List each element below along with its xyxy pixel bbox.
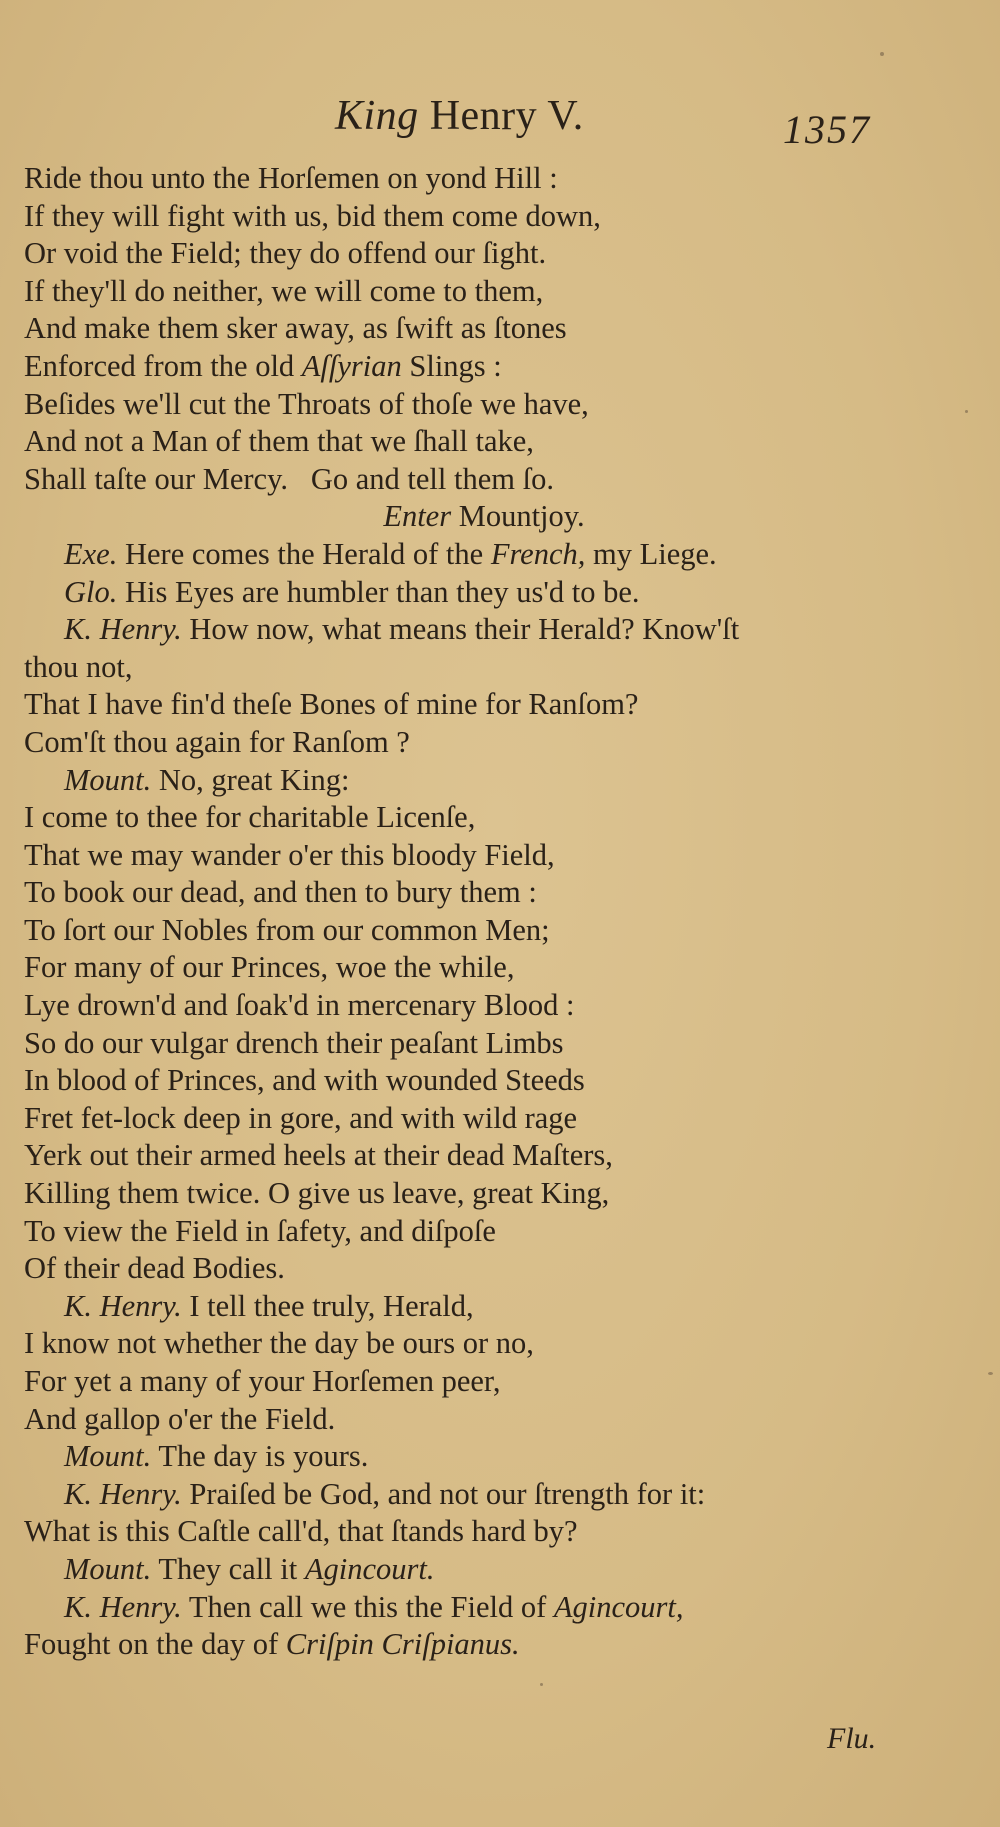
verse-line [24, 949, 964, 987]
ink-speck [965, 410, 968, 413]
verse-line [24, 273, 964, 311]
verse-line [24, 235, 964, 273]
line-text: Enforced from the old [24, 348, 302, 383]
page-title-italic: King [335, 93, 419, 139]
line-text: I know not whether the day be ours or no, [24, 1326, 534, 1361]
line-text: What is this Caſtle call'd, that ſtands hard by? [24, 1514, 578, 1549]
line-text: In blood of Princes, and with wounded Steeds [24, 1063, 585, 1098]
line-text-end: Slings : [401, 348, 502, 383]
verse-line [24, 1363, 964, 1401]
verse-line [24, 1213, 964, 1251]
verse-line [24, 1137, 964, 1175]
verse-line [24, 987, 964, 1025]
speaker-name: Mount. [64, 1551, 152, 1586]
line-text: Yerk out their armed heels at their dead Maſters, [24, 1138, 613, 1173]
line-text: Here comes the Herald of the [117, 536, 491, 571]
italic-text: Criſpin Criſpianus. [285, 1627, 520, 1662]
catchword: Flu. [827, 1722, 877, 1755]
line-text: Fought on the day of [24, 1627, 286, 1662]
verse-line [24, 1513, 964, 1551]
verse-line [24, 536, 964, 574]
line-text: Fret fet-lock deep in gore, and with wild rage [24, 1100, 578, 1135]
running-head [0, 92, 1000, 152]
line-text: How now, what means their Herald? Know'ſt [181, 612, 740, 647]
ink-speck [988, 1372, 993, 1375]
speaker-name: Exe. [64, 536, 118, 571]
verse-line [24, 912, 964, 950]
verse-line [24, 1250, 964, 1288]
italic-text: Aſſyrian [301, 348, 402, 383]
line-text: To ſort our Nobles from our common Men; [24, 912, 550, 947]
line-text: Or void the Field; they do offend our ſight. [24, 236, 547, 271]
verse-line [24, 1589, 964, 1627]
verse-line [24, 1401, 964, 1439]
verse-line [24, 611, 964, 649]
page-title-rest: Henry V. [418, 93, 584, 139]
line-text: Shall taſte our Mercy. Go and tell them ſo. [24, 461, 554, 496]
line-text: Then call we this the Field of [181, 1589, 554, 1624]
verse-line [24, 1626, 964, 1664]
line-text: To view the Field in ſafety, and diſpoſe [24, 1213, 496, 1248]
italic-text: French, [490, 536, 586, 571]
page-number: 1357 [783, 107, 871, 152]
line-text: The day is yours. [151, 1439, 369, 1474]
verse-line [24, 649, 964, 687]
speaker-name: K. Henry. [64, 1589, 182, 1624]
verse-line [24, 574, 964, 612]
line-text: I tell thee truly, Herald, [181, 1288, 474, 1323]
page-title [335, 92, 584, 140]
verse-line [24, 1062, 964, 1100]
line-text: And make them sker away, as ſwift as ſtones [24, 311, 567, 346]
line-text: Praiſed be God, and not our ſtrength for it: [181, 1476, 706, 1511]
line-text: They call it [151, 1551, 305, 1586]
line-text: For many of our Princes, woe the while, [24, 950, 515, 985]
verse-line [24, 1325, 964, 1363]
line-text: No, great King: [151, 762, 350, 797]
verse-line [24, 198, 964, 236]
speaker-name: Glo. [64, 574, 118, 609]
verse-line [24, 310, 964, 348]
italic-text: Agincourt. [304, 1551, 435, 1586]
verse-line [24, 1100, 964, 1138]
italic-text: Agincourt, [553, 1589, 684, 1624]
stage-direction-italic: Enter [383, 499, 452, 534]
speaker-name: K. Henry. [64, 1288, 182, 1323]
line-text: For yet a many of your Horſemen peer, [24, 1364, 501, 1398]
verse-line [24, 686, 964, 724]
line-text: And not a Man of them that we ſhall take, [24, 424, 534, 459]
line-text: So do our vulgar drench their peaſant Limbs [24, 1025, 564, 1060]
line-text: Lye drown'd and ſoak'd in mercenary Blood : [24, 988, 575, 1023]
line-text: If they'll do neither, we will come to them, [24, 273, 544, 308]
speaker-name: K. Henry. [64, 612, 182, 647]
line-text: That we may wander o'er this bloody Field, [24, 837, 555, 872]
line-text: His Eyes are humbler than they us'd to be. [117, 574, 640, 609]
line-text: Killing them twice. O give us leave, great King, [24, 1176, 610, 1211]
speaker-name: K. Henry. [64, 1476, 182, 1511]
line-text: Of their dead Bodies. [24, 1251, 285, 1286]
play-text [24, 160, 964, 1664]
verse-line [24, 1551, 964, 1589]
ink-speck [540, 1683, 543, 1686]
line-text: Beſides we'll cut the Throats of thoſe we have, [24, 386, 589, 421]
line-text: thou not, [24, 649, 133, 684]
verse-line [24, 724, 964, 762]
line-text: Com'ſt thou again for Ranſom ? [24, 724, 410, 759]
verse-line [24, 348, 964, 386]
line-text: To book our dead, and then to bury them : [24, 875, 537, 910]
verse-line [24, 461, 964, 499]
line-text-end: my Liege. [585, 536, 717, 571]
line-text: And gallop o'er the Field. [24, 1401, 336, 1436]
line-text: I come to thee for charitable Licenſe, [24, 800, 476, 835]
stage-direction-name: Mountjoy. [451, 499, 585, 534]
verse-line [24, 1288, 964, 1326]
verse-line [24, 386, 964, 424]
speaker-name: Mount. [64, 1439, 152, 1474]
ink-speck [880, 52, 884, 56]
stage-direction [24, 498, 964, 536]
verse-line [24, 1438, 964, 1476]
line-text: That I have fin'd theſe Bones of mine for Ranſom? [24, 687, 639, 722]
verse-line [24, 799, 964, 837]
verse-line [24, 1025, 964, 1063]
verse-line [24, 762, 964, 800]
line-text: Ride thou unto the Horſemen on yond Hill : [24, 161, 558, 195]
speaker-name: Mount. [64, 762, 152, 797]
verse-line [24, 874, 964, 912]
verse-line [24, 1476, 964, 1514]
line-text: If they will fight with us, bid them come down, [24, 198, 601, 233]
verse-line [24, 160, 964, 198]
verse-line [24, 423, 964, 461]
verse-line [24, 837, 964, 875]
verse-line [24, 1175, 964, 1213]
